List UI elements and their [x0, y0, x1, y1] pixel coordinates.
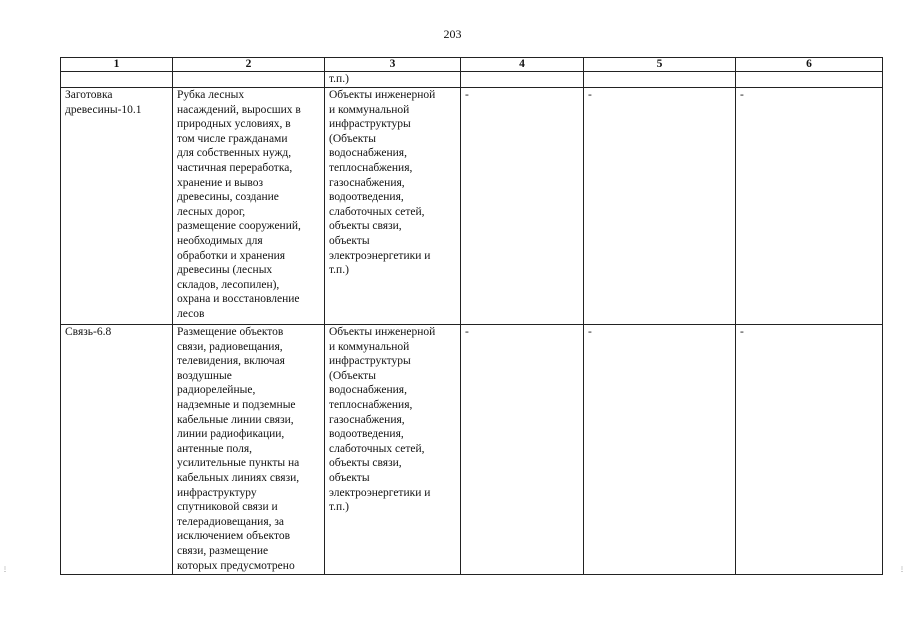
column-header-3: 3	[325, 58, 461, 72]
cell-text: -	[465, 326, 469, 338]
scan-edge-mark-left: ⋮	[2, 567, 8, 573]
table-cell	[61, 325, 173, 575]
column-header-6: 6	[736, 58, 883, 72]
table-cell	[325, 325, 461, 575]
cell-text: -	[588, 89, 592, 101]
table-cell	[325, 88, 461, 325]
table-header-row	[61, 58, 883, 72]
table-cell	[461, 72, 584, 88]
table-cell	[61, 88, 173, 325]
cell-text: -	[465, 89, 469, 101]
table-cell	[736, 325, 883, 575]
page-number: 203	[443, 27, 462, 41]
table-cell	[61, 72, 173, 88]
table-cell	[584, 88, 736, 325]
table-row-communications	[61, 325, 883, 575]
table-row-wood-harvesting	[61, 88, 883, 325]
table-cell	[736, 88, 883, 325]
document-table	[60, 57, 883, 575]
column-header-5: 5	[584, 58, 736, 72]
cell-text: т.п.)	[329, 73, 349, 85]
cell-text: Объекты инженерной и коммунальной инфраструктуры (Объекты водоснабжения, теплоснабжения, газоснабжения, водоотведения, слаботочных сетей, объекты связи, объекты электроэнергетики и т.п.)	[329, 89, 436, 277]
table-cell	[173, 325, 325, 575]
table-cell	[736, 72, 883, 88]
column-header-4: 4	[461, 58, 584, 72]
cell-text: Рубка лесных насаждений, выросших в природных условиях, в том числе гражданами для собственных нужд, частичная переработка, хранение и вывоз древесины, создание лесных дорог, размещение сооружений, необходимых для обработки и хранения древесины (лесных складов, лесопилен), охрана и восстановление лесов	[177, 89, 301, 320]
cell-text: -	[740, 89, 744, 101]
table-cell	[584, 325, 736, 575]
table-cell	[325, 72, 461, 88]
table-cell	[461, 88, 584, 325]
scan-edge-mark-right: ⋮	[899, 567, 905, 573]
column-header-2: 2	[173, 58, 325, 72]
cell-text: -	[588, 326, 592, 338]
table-row-continuation	[61, 72, 883, 88]
cell-text: -	[740, 326, 744, 338]
table-cell	[173, 72, 325, 88]
cell-text: Размещение объектов связи, радиовещания, телевидения, включая воздушные радиорелейные, надземные и подземные кабельные линии связи, линии радиофикации, антенные поля, усилительные пункты на кабельных линиях связи, инфраструктуру спутниковой связи и телерадиовещания, за исключением объектов связи, размещение которых предусмотрено	[177, 326, 300, 572]
cell-text: Объекты инженерной и коммунальной инфраструктуры (Объекты водоснабжения, теплоснабжения, газоснабжения, водоотведения, слаботочных сетей, объекты связи, объекты электроэнергетики и т.п.)	[329, 326, 436, 514]
cell-text: Заготовка древесины-10.1	[65, 89, 142, 116]
table-cell	[584, 72, 736, 88]
table-cell	[173, 88, 325, 325]
cell-text: Связь-6.8	[65, 326, 112, 338]
column-header-1: 1	[61, 58, 173, 72]
table-cell	[461, 325, 584, 575]
